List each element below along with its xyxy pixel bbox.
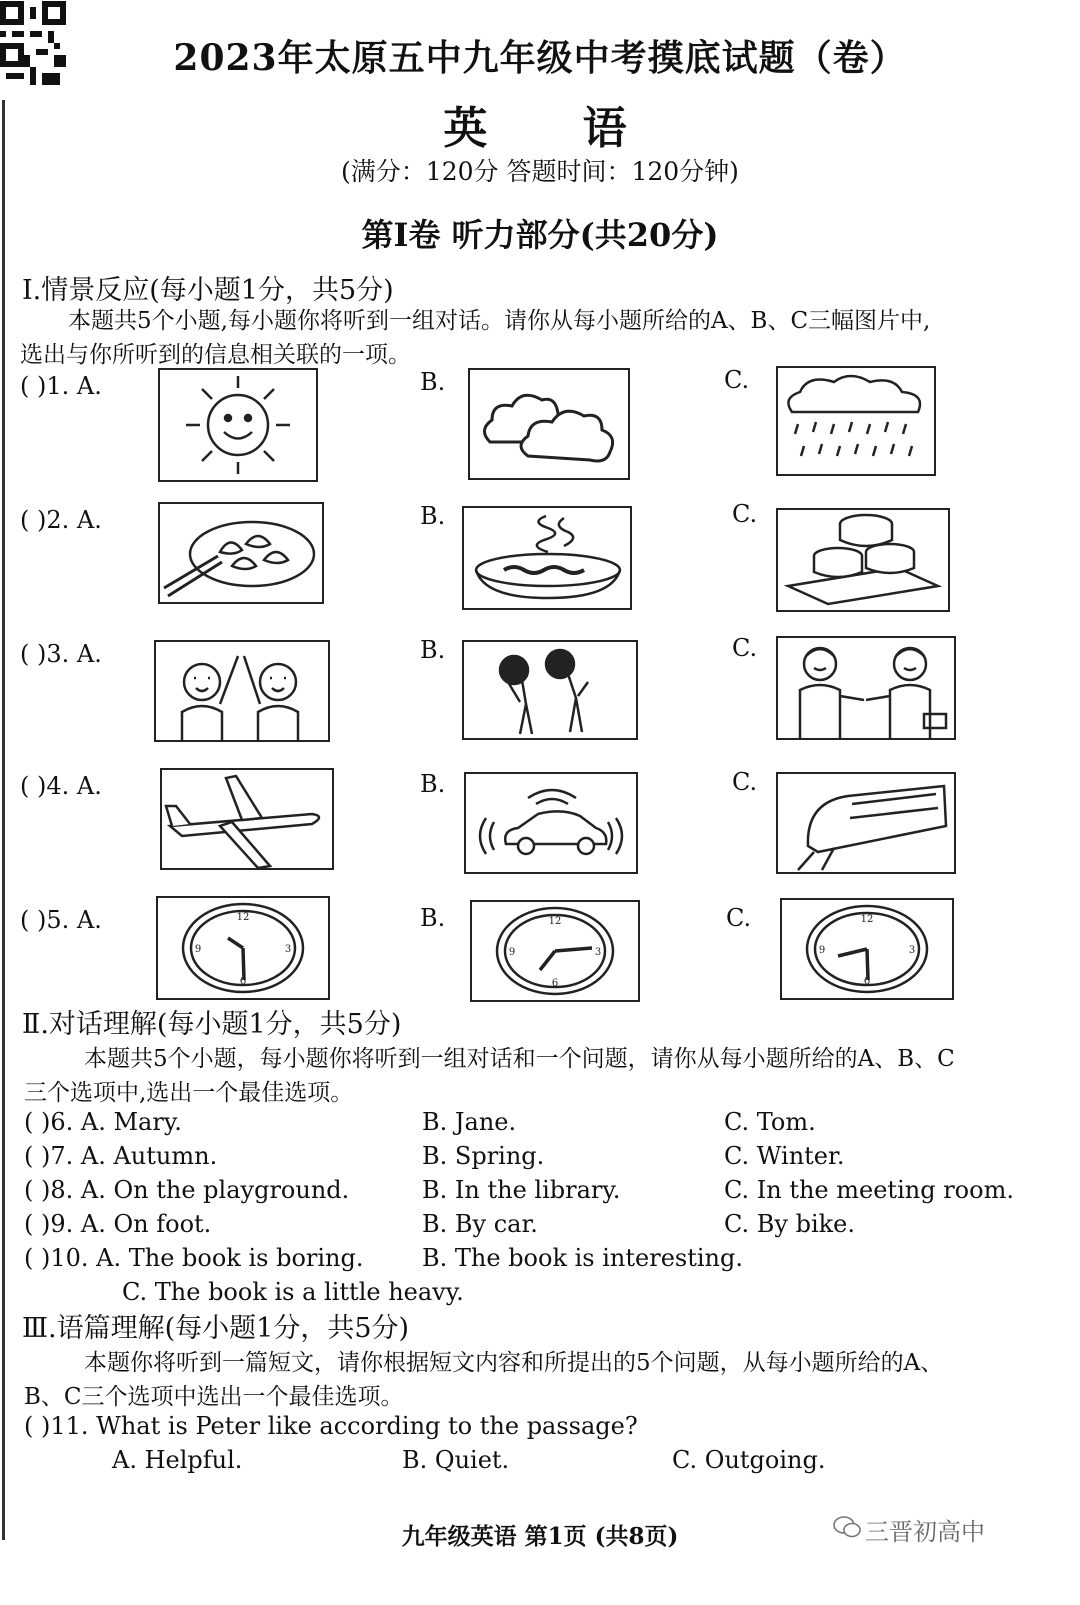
q8-option-b: B. In the library. xyxy=(422,1176,621,1204)
svg-text:12: 12 xyxy=(236,912,250,923)
binding-line xyxy=(2,100,5,1540)
handshake-icon xyxy=(776,636,956,740)
q2-option-b: B. xyxy=(420,502,446,530)
svg-text:9: 9 xyxy=(508,947,516,958)
q1-option-b: B. xyxy=(420,368,446,396)
watermark: 三晋初高中 xyxy=(865,1518,985,1546)
q3-option-c: C. xyxy=(732,634,758,662)
subject-title: 英 语 xyxy=(443,103,667,154)
svg-text:12: 12 xyxy=(548,916,562,927)
clock-icon xyxy=(780,898,954,1000)
dumplings-icon xyxy=(158,502,324,604)
q8-option-a: ( )8. A. On the playground. xyxy=(24,1176,350,1204)
section-3-instruction-1: 本题你将听到一篇短文，请你根据短文内容和所提出的5个问题，从每小题所给的A、 xyxy=(84,1350,944,1376)
q4-number: ( )4. A. xyxy=(20,772,102,800)
train-icon xyxy=(776,772,956,874)
section-3-heading: Ⅲ.语篇理解(每小题1分，共5分) xyxy=(22,1313,410,1344)
q3-option-b: B. xyxy=(420,636,446,664)
wechat-icon xyxy=(832,1514,862,1540)
rain-icon xyxy=(776,366,936,476)
q4-option-c: C. xyxy=(732,768,758,796)
noodles-icon xyxy=(462,506,632,610)
q6-option-a: ( )6. A. Mary. xyxy=(24,1108,182,1136)
q4-option-b: B. xyxy=(420,770,446,798)
section-2-instruction-2: 三个选项中,选出一个最佳选项。 xyxy=(24,1080,354,1106)
clock-icon xyxy=(470,900,640,1002)
q2-option-c: C. xyxy=(732,500,758,528)
section-1-instruction-1: 本题共5个小题,每小题你将听到一组对话。请你从每小题所给的A、B、C三幅图片中, xyxy=(68,308,931,334)
q9-option-b: B. By car. xyxy=(422,1210,538,1238)
svg-text:3: 3 xyxy=(908,945,916,956)
q9-option-c: C. By bike. xyxy=(724,1210,856,1238)
q1-option-c: C. xyxy=(724,366,750,394)
section-2-instruction-1: 本题共5个小题，每小题你将听到一组对话和一个问题，请你从每小题所给的A、B、C xyxy=(84,1046,955,1072)
q11-option-c: C. Outgoing. xyxy=(672,1446,826,1474)
q10-option-c: C. The book is a little heavy. xyxy=(122,1278,464,1306)
q5-number: ( )5. A. xyxy=(20,906,102,934)
bowing-icon xyxy=(462,640,638,740)
clock-icon xyxy=(156,896,330,1000)
sun-icon xyxy=(158,368,318,482)
svg-text:9: 9 xyxy=(818,945,826,956)
q7-option-c: C. Winter. xyxy=(724,1142,845,1170)
cloud-icon xyxy=(468,368,630,480)
plane-icon xyxy=(160,768,334,870)
q7-option-b: B. Spring. xyxy=(422,1142,545,1170)
q5-option-b: B. xyxy=(420,904,446,932)
q9-option-a: ( )9. A. On foot. xyxy=(24,1210,212,1238)
q11-stem: ( )11. What is Peter like according to the passage? xyxy=(24,1412,638,1440)
page-footer: 九年级英语 第1页 (共8页) xyxy=(401,1523,679,1550)
svg-text:6: 6 xyxy=(863,976,871,987)
svg-text:3: 3 xyxy=(284,944,292,955)
q11-option-b: B. Quiet. xyxy=(402,1446,510,1474)
high-five-icon xyxy=(154,640,330,742)
q5-option-c: C. xyxy=(726,904,752,932)
q6-option-b: B. Jane. xyxy=(422,1108,517,1136)
mooncakes-icon xyxy=(776,508,950,612)
q10-option-b: B. The book is interesting. xyxy=(422,1244,743,1272)
svg-text:6: 6 xyxy=(551,978,559,989)
q2-number: ( )2. A. xyxy=(20,506,102,534)
section-2-heading: Ⅱ.对话理解(每小题1分，共5分) xyxy=(22,1009,402,1040)
svg-text:9: 9 xyxy=(194,944,202,955)
exam-title: 2023年太原五中九年级中考摸底试题（卷） xyxy=(173,37,907,79)
svg-text:6: 6 xyxy=(239,976,247,987)
q11-option-a: A. Helpful. xyxy=(112,1446,243,1474)
section-1-instruction-2: 选出与你所听到的信息相关联的一项。 xyxy=(20,342,411,368)
q10-option-a: ( )10. A. The book is boring. xyxy=(24,1244,364,1272)
q7-option-a: ( )7. A. Autumn. xyxy=(24,1142,218,1170)
section-3-instruction-2: B、C三个选项中选出一个最佳选项。 xyxy=(24,1384,404,1410)
part-heading: 第Ⅰ卷 听力部分(共20分) xyxy=(361,216,719,254)
q3-number: ( )3. A. xyxy=(20,640,102,668)
q8-option-c: C. In the meeting room. xyxy=(724,1176,1014,1204)
q6-option-c: C. Tom. xyxy=(724,1108,816,1136)
q1-number: ( )1. A. xyxy=(20,372,102,400)
exam-meta: (满分：120分 答题时间：120分钟) xyxy=(341,157,739,186)
section-1-heading: Ⅰ.情景反应(每小题1分，共5分) xyxy=(22,275,394,306)
svg-text:12: 12 xyxy=(860,914,874,925)
car-icon xyxy=(464,772,638,874)
svg-text:3: 3 xyxy=(594,947,602,958)
